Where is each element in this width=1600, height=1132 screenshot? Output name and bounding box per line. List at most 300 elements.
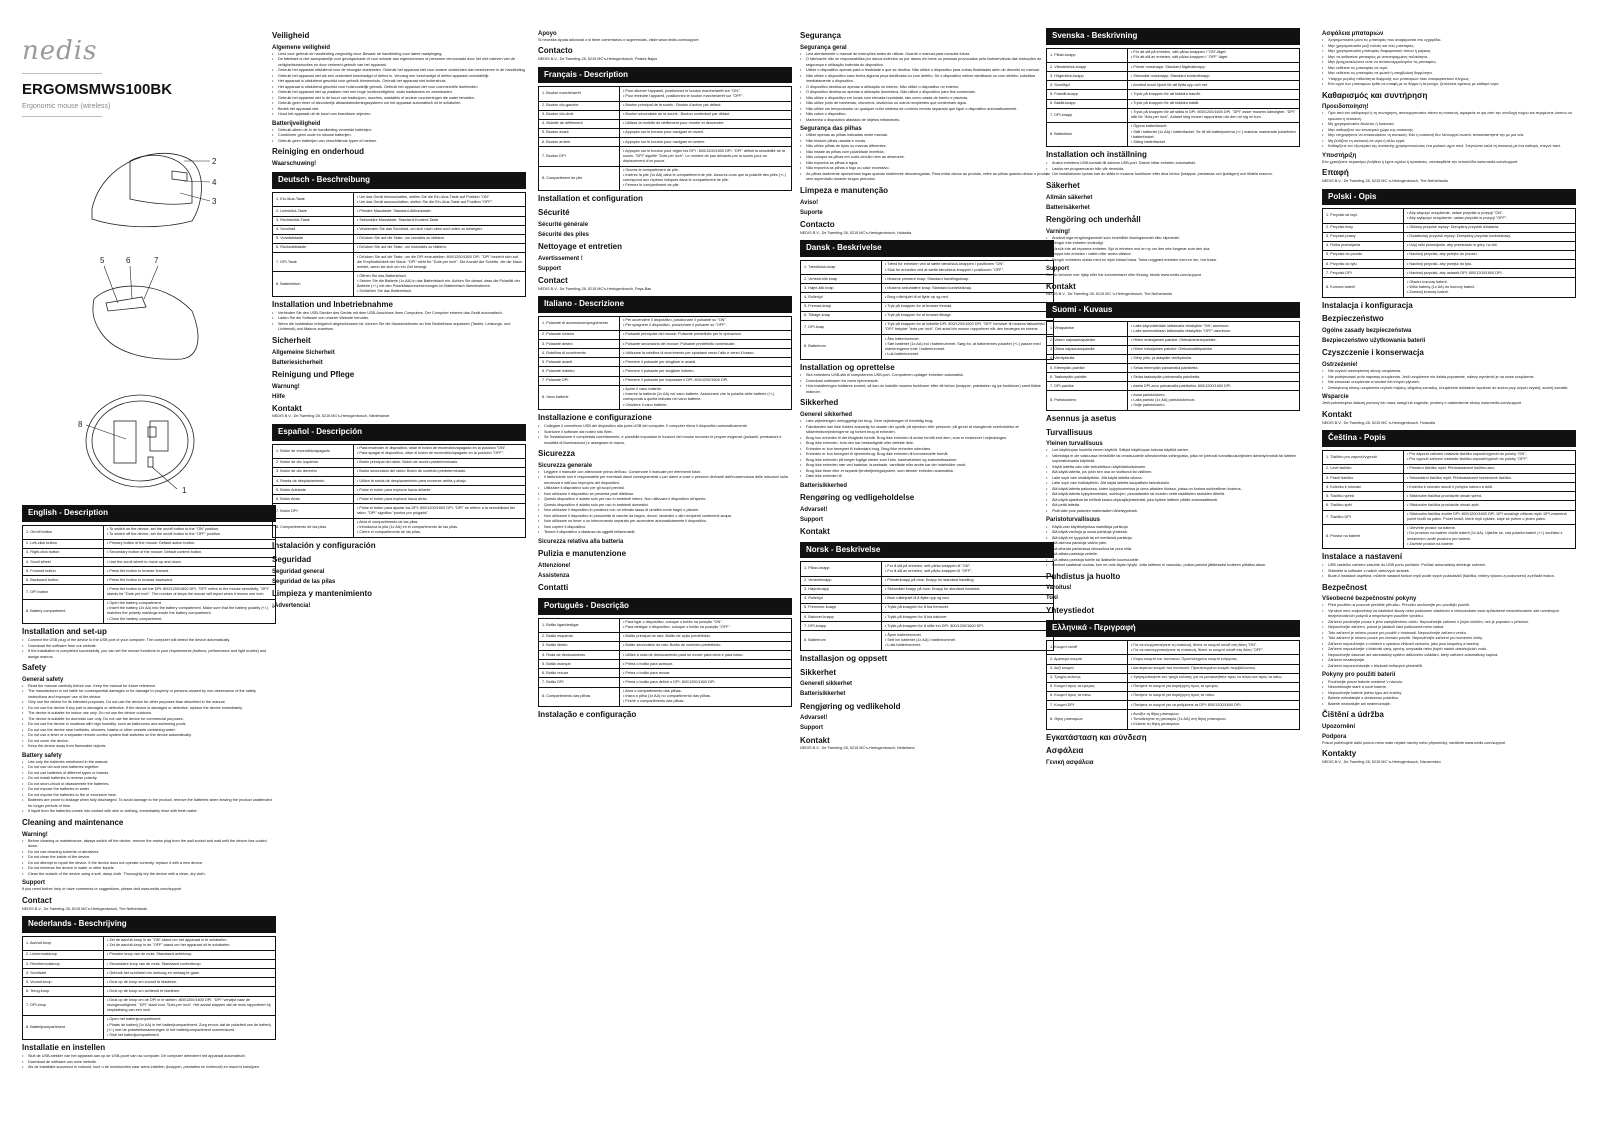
contact-text-czech: NEDIS B.V., De Tweeling 28, 5215 MC 's-Hertogenbosch, Nizozemsko xyxy=(1322,760,1441,765)
column-5 xyxy=(1046,0,1300,767)
heading-battery-portuguese: Segurança das pilhas xyxy=(800,126,862,133)
table-row xyxy=(1047,99,1300,108)
description-table-dutch xyxy=(22,936,276,1041)
list-item: • Sæt batteriet (1x AA) ind i batterirummet. Sørg for, at batteriernes polaritet (+/-) passer med markeringerne inde i batterirummet. xyxy=(885,342,1050,352)
svg-text:3: 3 xyxy=(212,196,217,206)
part-label: 8. Compartimento das pilhas xyxy=(539,687,620,706)
part-description xyxy=(881,260,1053,274)
list-item: • Connect the USB plug of the device to the USB port of your computer. The computer will detect the device automatically. xyxy=(22,638,276,644)
list-item: • Sekundární tlačítko myši: Přednastavené kontextové tlačítko. xyxy=(1407,476,1572,481)
heading-installation: Installation and set-up xyxy=(22,627,107,637)
list-item: • Hvis installeringen fuldføres korrekt, så kan du indstille musens funktioner efter dit behov (knapper, præstation og lys funktioner) samt tildele makroer. xyxy=(800,384,1054,395)
part-label: 3. Rechtermuisknop xyxy=(23,960,104,969)
part-description xyxy=(353,243,525,252)
list-item: • Gebruik het apparaat niet in de buurt van badkuipen, douches, wastafels of andere voorzieningen die water bevatten. xyxy=(272,96,526,102)
section-header-greek: Ελληνικά - Περιγραφή xyxy=(1046,620,1300,637)
list-item: • Verbinden Sie den USB-Stecker des Geräts mit dem USB-Anschluss Ihres Computers. Der Computer erkennt das Gerät automatisch. xyxy=(272,311,526,317)
table-row xyxy=(1323,241,1576,250)
part-description xyxy=(103,969,275,978)
table-row xyxy=(273,234,526,243)
heading-installation-portuguese: Instalação e configuração xyxy=(538,709,637,719)
part-description xyxy=(619,128,791,137)
install-list xyxy=(22,638,276,660)
part-description xyxy=(1127,641,1299,655)
heading-warning-german: Warnung! xyxy=(272,383,300,390)
heading-support-czech: Podpora xyxy=(1322,733,1347,740)
part-label: 4. Rolka przewijania xyxy=(1323,241,1404,250)
part-description xyxy=(1127,345,1299,354)
table-row xyxy=(1047,322,1300,336)
list-item: • Batteries are prone to leakage when fully discharged. To avoid damage to the product, remove the batteries when leaving the product unattended for longer periods of time. xyxy=(22,798,276,809)
part-description xyxy=(1403,232,1575,241)
description-table-german xyxy=(272,192,526,297)
list-item: • Download the software from our website. xyxy=(22,644,276,650)
part-label: 2. Vasen napsautuspainike xyxy=(1047,336,1128,345)
list-item: • Drücken Sie auf die Taste, um vorwärts zu blättern. xyxy=(357,236,522,241)
part-description xyxy=(353,272,525,297)
section-header-german: Deutsch - Beschreibung xyxy=(272,172,526,189)
table-row xyxy=(801,284,1054,293)
list-item: • Do prostoru na baterie vložte baterii (1x AA). Ujistěte se, zda polarita baterií (+/-) souhlasí s označením uvnitř prostoru pro baterie. xyxy=(1407,531,1572,541)
list-item: • Zařízení nezakrývejte. xyxy=(1322,658,1576,664)
list-item: • Użyj rolki przewijania, aby przesuwać w górę i w dół. xyxy=(1407,243,1572,248)
part-description xyxy=(619,101,791,110)
list-item: • Druk op de knop om vooruit te bladeren. xyxy=(107,980,272,985)
heading-general-spanish: Seguridad general xyxy=(272,568,325,575)
list-item: • Primär musknapp: Standard åtgärdsknapp. xyxy=(1131,65,1296,70)
part-description xyxy=(881,302,1053,311)
table-row xyxy=(1047,354,1300,363)
list-item: • Non utilizzare il dispositivo in prossimità di vasche da bagno, docce, lavandini o altri recipienti contenenti acqua. xyxy=(538,514,792,520)
heading-general-greek: Γενική ασφάλεια xyxy=(1046,760,1094,767)
table-row xyxy=(1047,90,1300,99)
cleaning-list xyxy=(22,839,276,878)
part-description xyxy=(103,950,275,959)
heading-general-swedish: Allmän säkerhet xyxy=(1046,194,1093,201)
install-list-danish xyxy=(800,373,1054,395)
list-item: • Κλείστε τη θήκη μπαταριών. xyxy=(1131,722,1296,727)
part-description xyxy=(881,594,1053,603)
general-list-portuguese xyxy=(800,52,1054,124)
table-row xyxy=(1047,382,1300,391)
part-label: 6. Bakåt-knapp xyxy=(1047,99,1128,108)
battery-list-dutch xyxy=(272,128,526,145)
column-2 xyxy=(272,28,526,610)
list-item: • Do not use cleaning solvents or abrasives. xyxy=(22,850,276,856)
heading-contact-portuguese: Contacto xyxy=(800,219,835,229)
table-row xyxy=(1323,474,1576,483)
part-label: 4. Molette de défilement xyxy=(539,119,620,128)
list-item: • Om installationen lyckas kan du ställa in musens funktioner efter dina behov (knappar, prestanda och ljuslägen) och tilldela macron. xyxy=(1046,172,1300,178)
part-description xyxy=(1403,464,1575,473)
heading-warning-swedish: Varning! xyxy=(1046,228,1071,235)
list-item: • Do not short-circuit or disassemble the batteries. xyxy=(22,782,276,788)
part-description xyxy=(1127,99,1299,108)
list-item: • Schließen Sie das Batteriefach. xyxy=(357,289,522,294)
list-item: • Laite sopii vain sisäkäyttöön. Älä käytä laitetta ulkona. xyxy=(1046,476,1300,482)
table-row xyxy=(1047,391,1300,410)
part-label: 2. Przycisk lewy xyxy=(1323,223,1404,232)
list-item: • Stisknutím tlačítka zvolíte DPI: 800/1200/1600 DPI. DPI označuje citlivost myši. DPI znamená počet bodů na palec. Počet kroků, které myš vykáže, když se pohne o jeden palec. xyxy=(1407,512,1572,522)
list-item: • Chiudere il vano batterie. xyxy=(623,403,788,408)
table-row xyxy=(1323,209,1576,223)
list-item: • Para encender el dispositivo, sitúe el botón de encendido/apagado en la posición "ON". xyxy=(357,446,522,451)
list-item: • Älä käytä ajastinta tai erillistä kauko-ohjausjärjestelmää, joka kytkee laitteen päälle automaattisesti. xyxy=(1046,498,1300,504)
list-item: • Musens primære knap: Standard handlingsknap. xyxy=(885,277,1050,282)
part-description xyxy=(881,284,1053,293)
heading-battery-german: Batteriesicherheit xyxy=(272,359,323,366)
part-label: 5. Vooruit-knop xyxy=(23,978,104,987)
heading-battery-safety: Battery safety xyxy=(22,752,62,759)
list-item: • Paristot saattavat vuotaa, kun ne ovat täysin tyhjät. Jotta laitteesi ei vaurioidu, poista paristot jättäessäsi tuotteen pitkäksi aikaa. xyxy=(1046,563,1300,569)
list-item: • Gebruik het apparaat uitsluitend voor de beoogde doeleinden. Gebruik het apparaat niet voor andere doeleinden dan beschreven in de handleiding. xyxy=(272,68,526,74)
list-item: • Lue käyttöopas huolella ennen käyttöä. Säilytä käyttöopas tulevaa käyttöä varten. xyxy=(1046,448,1300,454)
table-row xyxy=(273,225,526,234)
install-list-czech xyxy=(1322,563,1576,580)
part-label: 2. Botão esquerdo xyxy=(539,632,620,641)
heading-support-polish: Wsparcie xyxy=(1322,394,1349,401)
mouse-illustration-icon xyxy=(22,121,262,501)
part-label: 3. Pulsante destro xyxy=(539,340,620,349)
part-description xyxy=(103,1015,275,1040)
heading-installation-norwegian: Installasjon og oppsett xyxy=(800,653,888,663)
part-description xyxy=(353,467,525,476)
part-label: 7. Przycisk DPI xyxy=(1323,269,1404,278)
list-item: • Questo dispositivo è adatto solo per uso in ambienti interni. Non utilizzare il dispositivo all'aperto. xyxy=(538,497,792,503)
list-item: • Selaa taaksepäin painamalla painiketta. xyxy=(1131,375,1296,380)
list-item: • Pulse el botón para ajustar los DPI: 800/1200/1600 DPI. "DPI" se refiere a la sensibilidad del ratón. "DPI" significa "puntos por pulgada". xyxy=(357,506,522,516)
description-table-italian xyxy=(538,316,792,411)
list-item: • Não exponha as pilhas à água. xyxy=(800,161,1054,167)
part-description xyxy=(1403,483,1575,492)
part-label: 2. Linkermuisknop xyxy=(23,950,104,959)
list-item: • To switch off the device, set the on/off button to the "OFF" position. xyxy=(107,532,272,537)
list-item: • Μην καθαρίζετε τον εσωτερικό χώρο της συσκευής. xyxy=(1322,128,1576,134)
general-list-italian xyxy=(538,470,792,536)
part-label: 3. Rechtsklick-Taste xyxy=(273,216,354,225)
list-item: • Non coprire il dispositivo. xyxy=(538,525,792,531)
list-item: • Dodatkowy przycisk myszy: Domyślny przycisk kontekstowy. xyxy=(1407,234,1572,239)
list-item: • Μην εκθέτετε τις μπαταρίες σε νερό. xyxy=(1322,66,1576,72)
list-item: • Para apagar el dispositivo, sitúe el botón de encendido/apagado en la posición "OFF". xyxy=(357,451,522,456)
part-label: 1. Tlačítko pro zapnutí/vypnutí xyxy=(1323,450,1404,464)
table-row xyxy=(23,525,276,539)
heading-safety-spanish: Seguridad xyxy=(272,554,312,564)
part-label: 1. Ein-/Aus-Taste xyxy=(273,193,354,207)
heading-general-italian: Sicurezza generale xyxy=(538,462,593,469)
part-label: 2. Vänsterklick-knapp xyxy=(1047,63,1128,72)
list-item: • Nie czyścić wewnętrznej strony urządzenia. xyxy=(1322,369,1576,375)
table-row xyxy=(539,138,792,147)
list-item: • Utilisez la molette de défilement pour monter et descendre. xyxy=(623,121,788,126)
part-label: 4. Rueda de desplazamiento xyxy=(273,477,354,486)
heading-contact: Contact xyxy=(22,895,52,905)
list-item: • Do not use the device if any part is damaged or defective. If the device is damaged or defective, replace the device immediately. xyxy=(22,706,276,712)
list-item: • Pour éteindre l'appareil, positionnez le bouton marche/arrêt sur "OFF". xyxy=(623,94,788,99)
table-row xyxy=(1047,63,1300,72)
heading-contact-finnish: Yhteystiedot xyxy=(1046,605,1095,615)
heading-cleaning-italian: Pulizia e manutenzione xyxy=(538,549,627,559)
list-item: • Aby wyłączyć urządzenie, ustaw przycisk w pozycji "OFF". xyxy=(1407,216,1572,221)
heading-contact-czech: Kontakty xyxy=(1322,749,1357,759)
part-description xyxy=(1403,474,1575,483)
table-row xyxy=(273,467,526,476)
table-row xyxy=(23,936,276,950)
list-item: • Nekombinujte staré a nové baterie. xyxy=(1322,685,1576,691)
list-item: • Käytä laitetta vain sille tarkoitettuun käyttötarkoitukseen. xyxy=(1046,465,1300,471)
part-description xyxy=(1127,322,1299,336)
part-description xyxy=(1403,250,1575,259)
table-row xyxy=(273,458,526,467)
list-item: • Włóż baterię (1x AA) do komory baterii. xyxy=(1407,285,1572,290)
part-label: 8. Vano batterie xyxy=(539,385,620,410)
list-item: • Read the manual carefully before use. Keep the manual for future reference. xyxy=(22,684,276,690)
list-item: • The device is suitable for domestic use only. Do not use the device for commercial purposes. xyxy=(22,717,276,723)
list-item: • Botón principal del ratón: Botón de acción predeterminado. xyxy=(357,460,522,465)
part-label: 7. DPI-knap xyxy=(801,320,882,334)
part-label: 4. Scroll wheel xyxy=(23,558,104,567)
part-description xyxy=(1403,223,1575,232)
part-description xyxy=(103,599,275,624)
list-item: • Pulse el botón para explorar hacia delante. xyxy=(357,488,522,493)
table-row xyxy=(1323,510,1576,524)
heading-cleaning-polish: Czyszczenie i konserwacja xyxy=(1322,348,1424,358)
part-description xyxy=(103,987,275,996)
heading-warning-french: Avertissement ! xyxy=(538,255,583,262)
table-row xyxy=(1047,691,1300,700)
list-item: • Gebruik geen timer of afzonderlijk afstandsbedieningssysteem om het apparaat automatisch uit te schakelen. xyxy=(272,101,526,107)
table-row xyxy=(1047,81,1300,90)
list-item: • Download softwaren fra vores hjemmeside. xyxy=(800,379,1054,385)
table-row xyxy=(539,618,792,632)
part-description xyxy=(881,293,1053,302)
list-item: • Sekundär musknapp: Standard kontextknapp. xyxy=(1131,74,1296,79)
part-label: 8. Batteriefach xyxy=(273,272,354,297)
table-row xyxy=(273,216,526,225)
list-item: • Druk op de knop om achteruit te bladeren. xyxy=(107,989,272,994)
list-item: • If liquid from the batteries comes into contact with skin or clothing, immediately rinse with fresh water. xyxy=(22,809,276,815)
table-row xyxy=(801,631,1054,650)
list-item: • Älä altista paristoja tulelle tai liialliselle kuumuudelle. xyxy=(1046,558,1300,564)
part-label: 1. På/av-knapp xyxy=(801,562,882,576)
table-row xyxy=(1047,701,1300,710)
heading-battery-finnish: Paristoturvallisuus xyxy=(1046,517,1101,524)
list-item: • Πριν από τον καθαρισμό ή τη συντήρηση, απενεργοποιείτε πάντα τη συσκευή, αφαιρείτε το φις από την υποδοχή τοίχου και περιμένετε ώσπου να κρυώσει η συσκευή. xyxy=(1322,111,1576,122)
heading-cleaning-czech: Čištění a údržba xyxy=(1322,710,1384,720)
list-item: • Anslut enhetens USB-kontakt till datorns USB-port. Datorn hittar enheten automatiskt. xyxy=(1046,161,1300,167)
list-item: • Prima o botão para avançar. xyxy=(623,662,788,667)
heading-general-czech: Všeobecné bezpečnostní pokyny xyxy=(1322,596,1417,603)
list-item: • To switch on the device, set the on/off button to the "ON" position. xyxy=(107,527,272,532)
part-description xyxy=(619,385,791,410)
description-table-finnish xyxy=(1046,321,1300,410)
list-item: • Um das Gerät einzuschalten, stellen Sie die Ein-/Aus-Taste auf Position "ON". xyxy=(357,195,522,200)
table-row xyxy=(1047,72,1300,81)
list-item: • Rengör inte enheten invändigt. xyxy=(1046,241,1300,247)
heading-cleaning-finnish: Puhdistus ja huolto xyxy=(1046,571,1121,581)
list-item: • Älä käytä vanhoja ja uusia paristoja yhdessä. xyxy=(1046,530,1300,536)
table-row xyxy=(1323,269,1576,278)
list-item: • Před použitím si pozorně přečtěte příručku. Příručku uschovejte pro pozdější použití. xyxy=(1322,603,1576,609)
list-item: • Combineer geen oude en nieuwe batterijen. xyxy=(272,133,526,139)
contact-text-norwegian: NEDIS B.V., De Tweeling 28, 5215 MC's-Hertogenbosch, Nederland xyxy=(800,746,915,751)
list-item: • Não utilize junto de banheiras, chuveiros, lavatórios ou outros recipientes que contenham água. xyxy=(800,101,1054,107)
list-item: • Hiiren toissijainen painike: Oletussisältöpainike. xyxy=(1131,347,1296,352)
heading-support-finnish: Tuki xyxy=(1046,595,1058,602)
svg-text:8: 8 xyxy=(78,419,83,429)
list-item: • Καθαρίζετε τον εξωτερικό της συσκευής χρησιμοποιώντας ένα μαλακό υγρό πανί. Στεγνώστε καλά τη συσκευή με ένα καθαρό, στεγνό πανί. xyxy=(1322,144,1576,150)
part-label: 4. Τροχός κύλισης xyxy=(1047,673,1128,682)
column-4 xyxy=(800,28,1054,752)
part-description xyxy=(353,518,525,537)
part-description xyxy=(103,548,275,557)
part-label: 8. Batterirom xyxy=(801,631,882,650)
list-item: • Sett inn batteriet (1x AA) i batterirommet. xyxy=(885,638,1050,643)
part-description xyxy=(881,613,1053,622)
heading-cleaning-french: Nettoyage et entretien xyxy=(538,241,623,251)
part-description xyxy=(103,576,275,585)
part-description xyxy=(353,458,525,467)
part-description xyxy=(1127,72,1299,81)
heading-battery-italian: Sicurezza relativa alla batteria xyxy=(538,538,624,545)
part-label: 1. Pulsante di accensione/spegnimento xyxy=(539,316,620,330)
list-item: • Utilizzare la rotellina di scorrimento per spostarsi verso l'alto e verso il basso. xyxy=(623,351,788,356)
part-label: 4. Kolečko k rolování xyxy=(1323,483,1404,492)
part-description xyxy=(1127,691,1299,700)
part-description xyxy=(1127,63,1299,72)
list-item: • Laite sopii vain kotikäyttöön. Älä käytä laitetta kaupallisiin tarkoituksiin. xyxy=(1046,481,1300,487)
part-label: 5. Fremover-knapp xyxy=(801,603,882,612)
list-item: • Ladda ner programvaran från vår hemsida. xyxy=(1046,167,1300,173)
part-description xyxy=(1127,364,1299,373)
list-item: • Öppna batterifacket. xyxy=(1131,124,1296,129)
list-item: • Zařízení nepoužívejte v blízkosti vany, sprchy, umyvadla nebo jiných nádob obsahujících vodu. xyxy=(1322,647,1576,653)
heading-warning-czech: Upozornění xyxy=(1322,723,1355,730)
list-item: • Toto zařízení je určeno pouze pro použití v místnosti. Nepoužívejte zařízení venku. xyxy=(1322,631,1576,637)
table-row xyxy=(1323,524,1576,549)
heading-cleaning-greek: Καθαρισμός και συντήρηση xyxy=(1322,90,1428,100)
part-description xyxy=(619,632,791,641)
heading-cleaning-norwegian: Rengjøring og vedlikehold xyxy=(800,701,901,711)
section-header-swedish: Svenska - Beskrivning xyxy=(1046,28,1300,45)
list-item: • Secondary button of the mouse: Default context button. xyxy=(107,550,272,555)
heading-battery-danish: Batterisikkerhed xyxy=(800,482,848,489)
list-item: • Do not use the device near bathtubs, showers, basins or other vessels containing water. xyxy=(22,728,276,734)
list-item: • USB zástrčku zařízení zasuňte do USB portu počítače. Počítač automaticky detekuje zařízení. xyxy=(1322,563,1576,569)
table-row xyxy=(1047,641,1300,655)
list-item: • Sätt i batteriet (1x AA) i batterifacket. Se till att batteripolerna (+/-) matchar markerade polariteten i batterifacket. xyxy=(1131,130,1296,140)
list-item: • Älä käytä laitetta kylpyammeiden, suihkujen, pesualtaiden tai muiden vettä sisältävien astioiden lähellä. xyxy=(1046,492,1300,498)
table-row xyxy=(539,87,792,101)
list-item: • Bouton secondaire de la souris : Bouton contextuel par défaut. xyxy=(623,112,788,117)
part-label: 8. Batterijcompartiment xyxy=(23,1015,104,1040)
part-description xyxy=(619,376,791,385)
part-description xyxy=(619,660,791,669)
list-item: • Brug ikke timer eller et separat fjernbetjeningssystem, som tænder enheden automatisk. xyxy=(800,469,1054,475)
table-row xyxy=(539,632,792,641)
list-item: • Sekundær knapp på mus: Knapp for standard kontekst. xyxy=(885,587,1050,592)
contact-text: NEDIS B.V., De Tweeling 28, 5215 MC's-Hertogenbosch, The Netherlands xyxy=(22,906,147,911)
heading-support-portuguese: Suporte xyxy=(800,209,823,216)
part-description xyxy=(1403,524,1575,549)
heading-installation-finnish: Asennus ja asetus xyxy=(1046,413,1117,423)
list-item: • Lukk batterirommet. xyxy=(885,643,1050,648)
table-row xyxy=(1047,364,1300,373)
list-item: • Gebruik geen batterijen van verschillende typen of merken. xyxy=(272,139,526,145)
list-item: • Selaa eteenpäin painamalla painiketta. xyxy=(1131,366,1296,371)
list-item: • Bude-li instalace úspěšná, můžete nastavit funkce myši podle svých požadavků (tlačítka, režimy výkonu a podsvícení) a přiřadit makra. xyxy=(1322,574,1576,580)
heading-general-norwegian: Generell sikkerhet xyxy=(800,681,853,688)
heading-support-norwegian: Support xyxy=(800,725,823,732)
table-row xyxy=(1323,223,1576,232)
heading-warning-finnish: Varoitus! xyxy=(1046,585,1072,592)
part-label: 6. Bakover-knapp xyxy=(801,613,882,622)
heading-warning-italian: Attenzione! xyxy=(538,562,571,569)
list-item: • Clean the outside of the device using a soft, damp cloth. Thoroughly dry the device with a clean, dry cloth. xyxy=(22,872,276,878)
table-row xyxy=(1323,483,1576,492)
list-item: • Aseta DPI-arvo painamalla painiketta: 800/1200/1600 DPI. xyxy=(1131,384,1296,389)
part-description xyxy=(353,504,525,518)
svg-text:2: 2 xyxy=(212,156,217,166)
part-description xyxy=(353,234,525,243)
heading-cleaning-danish: Rengøring og vedligeholdelse xyxy=(800,492,915,502)
list-item: • Feche o compartimento das pilhas. xyxy=(623,699,788,704)
list-item: • Zewnętrzną stronę urządzenia czyścić miękką, wilgotną szmatką. Urządzenie dokładnie wycierać do sucha przy użyciu czystej, suchej szmatki. xyxy=(1322,386,1576,392)
part-description xyxy=(353,477,525,486)
heading-warning-dutch: Waarschuwing! xyxy=(272,161,317,168)
heading-support-french: Support xyxy=(538,265,561,272)
part-label: 3. Right-click button xyxy=(23,548,104,557)
part-description xyxy=(1127,81,1299,90)
list-item: • Enheden er kun beregnet til hjemmebrug. Brug ikke enheden til kommercielle formål. xyxy=(800,452,1054,458)
list-item: • Älä asenna paristoja väärin päin. xyxy=(1046,541,1300,547)
heading-safety-dutch: Veiligheid xyxy=(272,31,310,40)
section-header-dutch: Nederlands - Beschrijving xyxy=(22,916,276,933)
part-label: 1. Κουμπί on/off xyxy=(1047,641,1128,655)
table-row xyxy=(273,495,526,504)
section-header-spanish: Español - Descripción xyxy=(272,424,526,441)
table-row xyxy=(1323,450,1576,464)
list-item: • Doppa inte enheten i vatten eller andra vätskor. xyxy=(1046,252,1300,258)
heading-safety-polish: Bezpieczeństwo xyxy=(1322,314,1384,324)
list-item: • Het apparaat is uitsluitend geschikt voor huishoudelijk gebruik. Gebruik het apparaat niet voor commerciële doeleinden. xyxy=(272,85,526,91)
contact-text-french: NEDIS B.V., De Tweeling 28, 5215 MC's-Hertogenbosch, Pays-Bas xyxy=(538,286,652,291)
part-description xyxy=(619,641,791,650)
list-item: • Appuyez sur le bouton pour régler les DPI : 800/1200/1600 DPI. "DPI" définit la sensibilité de la souris. "DPI" signifie "Dots per inch". Le nombre de pas déclarés par la souris pour un déplacement d'un pouce. xyxy=(623,149,788,164)
table-row xyxy=(539,358,792,367)
list-item: • Bedek het apparaat niet. xyxy=(272,107,526,113)
battery-list-portuguese xyxy=(800,133,1054,183)
table-row xyxy=(1323,260,1576,269)
list-item: • Pulse el botón para explorar hacia atrás. xyxy=(357,497,522,502)
list-item: • Zamknij komorę baterii. xyxy=(1407,290,1572,295)
section-header-finnish: Suomi - Kuvaus xyxy=(1046,302,1300,319)
list-item: • Använd inga rengöringsmedel som innehåller lösningsmedel eller slipmedel. xyxy=(1046,236,1300,242)
table-row xyxy=(273,444,526,458)
list-item: • Tænd for enheden ved at sætte tænd/sluk-knappen i positionen "ON". xyxy=(885,262,1050,267)
list-item: • Utilize a roda de deslocamento para se mover para cima e para baixo. xyxy=(623,653,788,658)
table-row xyxy=(23,567,276,576)
description-table-swedish xyxy=(1046,48,1300,148)
section-header-polish: Polski - Opis xyxy=(1322,189,1576,206)
heading-support-greek: Υποστήριξη xyxy=(1322,152,1357,159)
list-item: • Brug rullehjulet til at flytte op og ned. xyxy=(885,295,1050,300)
list-item: • O fabricante não se responsabiliza por danos indiretos ou por danos em bens ou pessoas provocados pela inobservância das instruções de segurança e utilização indevida do dispositivo. xyxy=(800,57,1054,68)
part-description xyxy=(619,138,791,147)
list-item: • Não exponha as pilhas a fogo ou calor excessivo. xyxy=(800,166,1054,172)
list-item: • Para desligar o dispositivo, coloque o botão na posição "OFF". xyxy=(623,625,788,630)
list-item: • Stáhněte si software z našich webových stránek. xyxy=(1322,569,1576,575)
